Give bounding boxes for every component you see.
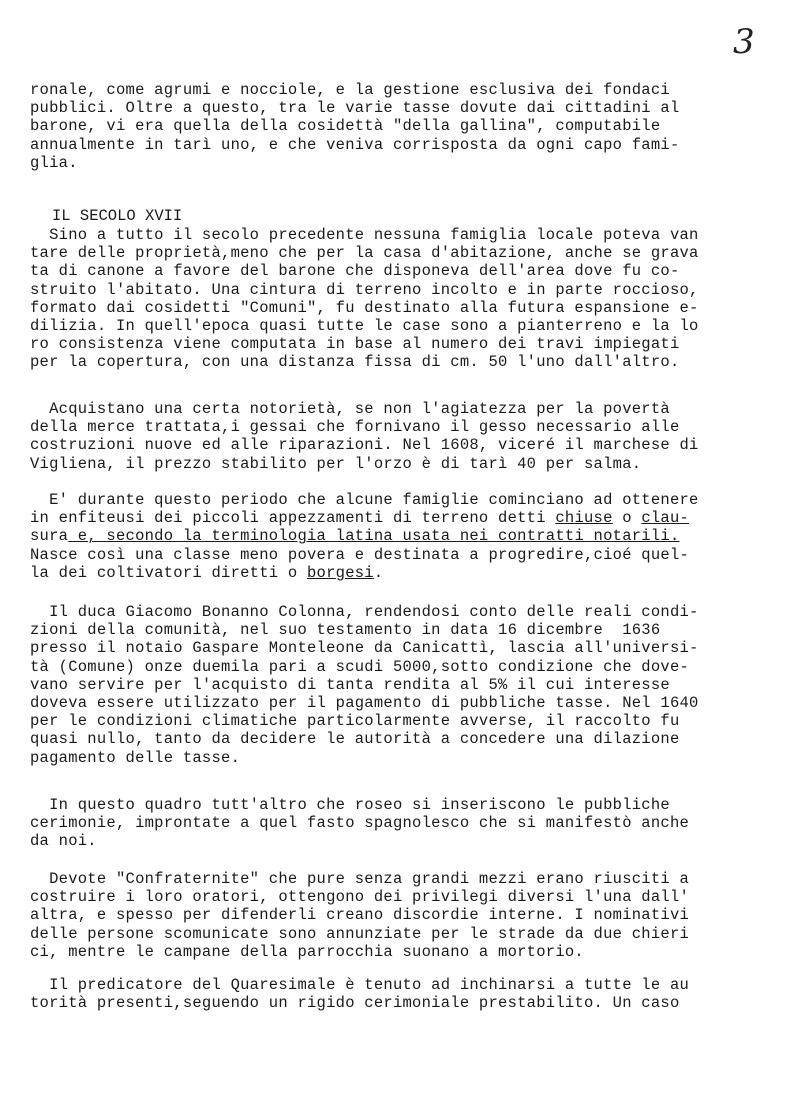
line-text: annualmente in tarì uno, e che veniva corrisposta da ogni capo fami-	[30, 135, 680, 154]
text-line	[30, 730, 800, 748]
text-line	[30, 994, 800, 1012]
text-line	[30, 870, 800, 888]
text-line	[30, 621, 800, 639]
text-line	[30, 509, 800, 527]
text-line	[30, 99, 800, 117]
text-line	[30, 712, 800, 730]
line-text: o	[612, 509, 642, 528]
line-text: Vigliena, il prezzo stabilito per l'orzo è di tarì 40 per salma.	[30, 454, 642, 473]
text-line	[30, 335, 800, 353]
page-number: 3	[733, 22, 755, 62]
line-text: ronale, come agrumi e nocciole, e la gestione esclusiva dei fondaci	[30, 81, 670, 99]
text-line	[30, 262, 800, 280]
line-text: altra, e spesso per difenderli creano discordie interne. I nominativi	[30, 906, 690, 925]
line-text: costruire i loro oratori, ottengono dei privilegi diversi l'una dall'	[30, 888, 690, 907]
text-line	[30, 244, 800, 262]
line-text: per la copertura, con una distanza fissa di cm. 50 l'uno dall'altro.	[30, 353, 680, 372]
line-text: in enfiteusi dei piccoli appezzamenti di terreno detti	[30, 509, 556, 528]
underlined-term: borgesi	[307, 563, 374, 582]
text-line	[30, 814, 800, 832]
text-line	[30, 694, 800, 712]
line-text: pubblici. Oltre a questo, tra le varie tasse dovute dai cittadini al	[30, 99, 680, 118]
line-text: delle persone scomunicate sono annunziate per le strade da due chieri	[30, 924, 690, 943]
line-text: cerimonie, improntate a quel fasto spagnolesco che si manifestò anche	[30, 814, 690, 833]
text-line	[30, 943, 800, 961]
text-line	[30, 81, 800, 99]
text-line	[30, 888, 800, 906]
line-text: costruzioni nuove ed alle riparazioni. Nel 1608, viceré il marchese di	[30, 436, 699, 455]
line-text: tà (Comune) onze duemila pari a scudi 5000,sotto condizione che dove-	[30, 657, 690, 676]
line-text: formato dai cosidetti "Comuni", fu destinato alla futura espansione e-	[30, 298, 699, 317]
text-line	[30, 317, 800, 335]
line-text: glia.	[30, 153, 78, 172]
section-heading: IL SECOLO XVII	[52, 207, 183, 225]
text-line	[30, 676, 800, 694]
line-text: della merce trattata,i gessai che fornivano il gesso necessario alle	[30, 418, 680, 437]
line-text: quasi nullo, tanto da decidere le autorità a concedere una dilazione	[30, 730, 680, 749]
line-text: Il predicatore del Quaresimale è tenuto ad inchinarsi a tutte le au	[30, 976, 690, 994]
line-text: doveva essere utilizzato per il pagamento di pubbliche tasse. Nel 1640	[30, 694, 699, 712]
text-line	[30, 925, 800, 943]
text-line	[30, 491, 800, 509]
line-text: barone, vi era quella della cosidettà "della gallina", computabile	[30, 117, 661, 136]
text-line	[30, 832, 800, 850]
text-line	[30, 564, 800, 582]
line-text: presso il notaio Gaspare Monteleone da Canicattì, lascia all'universi-	[30, 639, 699, 658]
text-line	[30, 353, 800, 371]
text-line	[30, 154, 800, 172]
line-text: Devote "Confraternite" che pure senza grandi mezzi erano riusciti a	[30, 870, 690, 888]
line-text: E' durante questo periodo che alcune famiglie cominciano ad ottenere	[30, 491, 699, 509]
underlined-term: e, secondo la terminologia latina usata nei contratti notarili.	[68, 527, 680, 546]
text-line	[30, 603, 800, 621]
line-text: per le condizioni climatiche particolarmente avverse, il raccolto fu	[30, 712, 680, 731]
text-line	[30, 976, 800, 994]
text-line	[30, 796, 800, 814]
text-line	[30, 749, 800, 767]
text-line	[30, 299, 800, 317]
line-text: ci, mentre le campane della parrocchia suonano a mortorio.	[30, 942, 584, 961]
line-text: sura	[30, 527, 69, 546]
text-line	[30, 281, 800, 299]
line-text: In questo quadro tutt'altro che roseo si inseriscono le pubbliche	[30, 796, 670, 814]
line-text: ta di canone a favore del barone che disponeva dell'area dove fu co-	[30, 262, 680, 281]
line-text: struito l'abitato. Una cintura di terreno incolto e in parte roccioso,	[30, 280, 699, 299]
line-text: dilizia. In quell'epoca quasi tutte le case sono a pianterreno e la lo	[30, 317, 699, 335]
text-line	[30, 436, 800, 454]
text-line	[30, 226, 800, 244]
underlined-term: chiuse	[555, 509, 613, 528]
text-line	[30, 455, 800, 473]
text-line	[30, 658, 800, 676]
text-line	[30, 906, 800, 924]
underlined-term: clau-	[641, 509, 690, 528]
line-text: Sino a tutto il secolo precedente nessuna famiglia locale poteva van	[30, 226, 699, 244]
line-text: tare delle proprietà,meno che per la casa d'abitazione, anche se grava	[30, 244, 699, 263]
line-text: ro consistenza viene computata in base al numero dei travi impiegati	[30, 335, 680, 354]
line-text: .	[373, 563, 384, 582]
line-text: zioni della comunità, nel suo testamento in data 16 dicembre 1636	[30, 621, 661, 640]
text-line	[30, 418, 800, 436]
text-line	[30, 527, 800, 545]
line-text: la dei coltivatori diretti o	[30, 563, 307, 582]
text-line	[30, 639, 800, 657]
text-line	[30, 546, 800, 564]
line-text: Il duca Giacomo Bonanno Colonna, rendendosi conto delle reali condi-	[30, 603, 699, 621]
text-line	[30, 117, 800, 135]
line-text: torità presenti,seguendo un rigido cerimoniale prestabilito. Un caso	[30, 994, 680, 1013]
text-line	[30, 136, 800, 154]
text-line	[30, 400, 800, 418]
line-text: da noi.	[30, 832, 97, 851]
line-text: vano servire per l'acquisto di tanta rendita al 5% il cui interesse	[30, 675, 670, 694]
line-text: Nasce così una classe meno povera e destinata a progredire,cioé quel-	[30, 545, 690, 564]
line-text: Acquistano una certa notorietà, se non l'agiatezza per la povertà	[30, 400, 670, 418]
line-text: pagamento delle tasse.	[30, 748, 241, 767]
